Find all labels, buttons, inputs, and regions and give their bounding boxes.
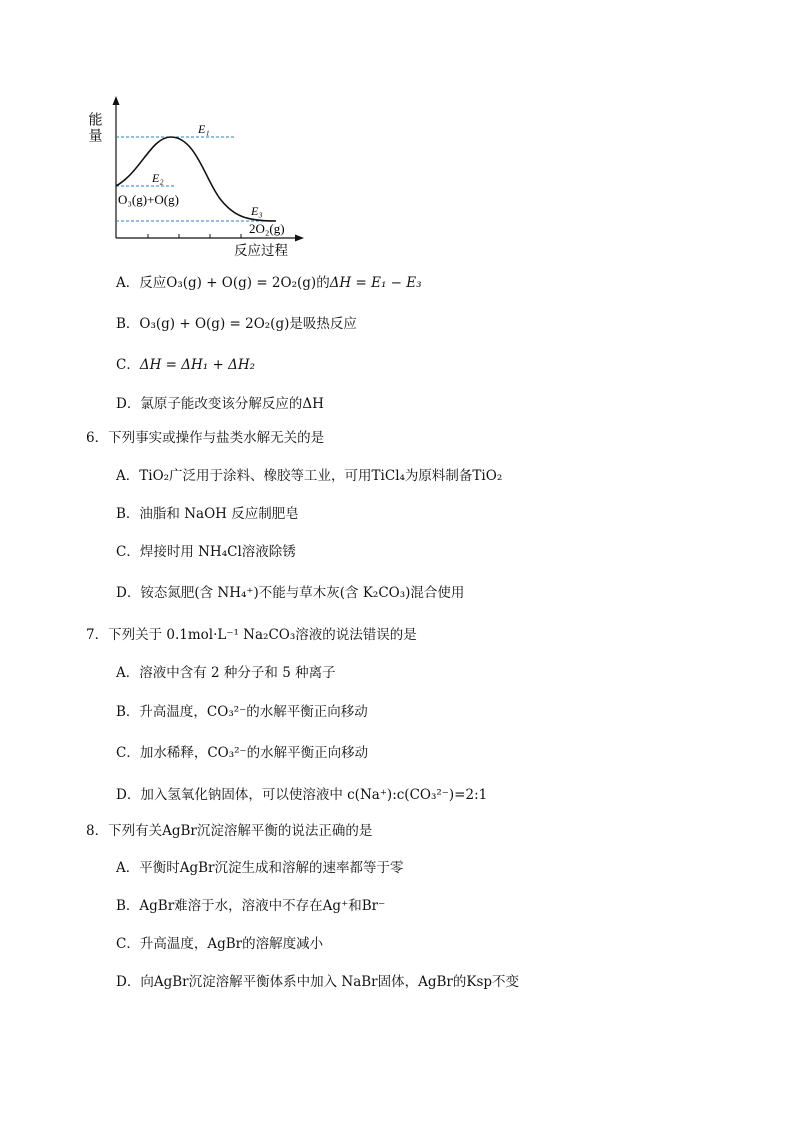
products-label: 2O₂(g)	[249, 221, 285, 236]
option-text: 的	[316, 275, 330, 291]
e2-label: E₂	[152, 171, 164, 185]
q6-option-c: C．焊接时用 NH₄Cl溶液除锈	[116, 544, 296, 560]
q5-option-c	[116, 356, 255, 374]
option-text: 是吸热反应	[289, 316, 357, 332]
q8-stem: 8．下列有关AgBr沉淀溶解平衡的说法正确的是	[86, 823, 373, 839]
e1-label: E₁	[198, 122, 210, 136]
q6-option-a: A．TiO₂广泛用于涂料、橡胶等工业，可用TiCl₄为原料制备TiO₂	[116, 468, 503, 484]
energy-diagram	[86, 92, 316, 262]
option-formula: O₃(g) + O(g) = 2O₂(g)	[166, 275, 317, 291]
x-axis-label: 反应过程	[234, 243, 288, 258]
q5-option-b	[116, 315, 357, 333]
q5-option-d	[116, 395, 324, 413]
q6-stem: 6．下列事实或操作与盐类水解无关的是	[86, 430, 325, 446]
option-label: C．	[116, 357, 140, 373]
e3-label: E₃	[251, 204, 263, 218]
q6-option-b: B．油脂和 NaOH 反应制肥皂	[116, 506, 299, 522]
q5-option-a	[116, 274, 422, 292]
option-label: A．	[116, 275, 140, 291]
q8-option-b: B．AgBr难溶于水，溶液中不存在Ag⁺和Br⁻	[116, 898, 386, 914]
option-label: B．	[116, 316, 140, 332]
option-formula: ΔH = ΔH₁ + ΔH₂	[139, 357, 256, 373]
q7-option-c: C．加水稀释，CO₃²⁻的水解平衡正向移动	[116, 745, 369, 761]
option-label: D．	[116, 396, 141, 412]
option-text: 反应	[139, 275, 167, 291]
q6-option-d: D．铵态氮肥(含 NH₄⁺)不能与草木灰(含 K₂CO₃)混合使用	[116, 585, 465, 601]
option-formula: O₃(g) + O(g) = 2O₂(g)	[139, 316, 290, 332]
q7-stem: 7．下列关于 0.1mol·L⁻¹ Na₂CO₃溶液的说法错误的是	[86, 627, 417, 643]
q7-option-a: A．溶液中含有 2 种分子和 5 种离子	[116, 665, 336, 681]
q7-option-d: D．加入氢氧化钠固体，可以使溶液中 c(Na⁺):c(CO₃²⁻)=2:1	[116, 787, 488, 803]
y-axis-label: 能量	[86, 112, 102, 144]
option-formula: ΔH = E₁ − E₃	[329, 275, 422, 291]
q8-option-d: D．向AgBr沉淀溶解平衡体系中加入 NaBr固体，AgBr的Ksp不变	[116, 974, 520, 990]
option-text: 氯原子能改变该分解反应的ΔH	[140, 396, 324, 412]
x-axis-arrow	[295, 235, 304, 242]
q8-option-c: C．升高温度，AgBr的溶解度减小	[116, 936, 324, 952]
q8-option-a: A．平衡时AgBr沉淀生成和溶解的速率都等于零	[116, 860, 404, 876]
y-axis-arrow	[113, 96, 120, 105]
reactants-label: O₃(g)+O(g)	[118, 192, 179, 207]
q7-option-b: B．升高温度，CO₃²⁻的水解平衡正向移动	[116, 704, 368, 720]
